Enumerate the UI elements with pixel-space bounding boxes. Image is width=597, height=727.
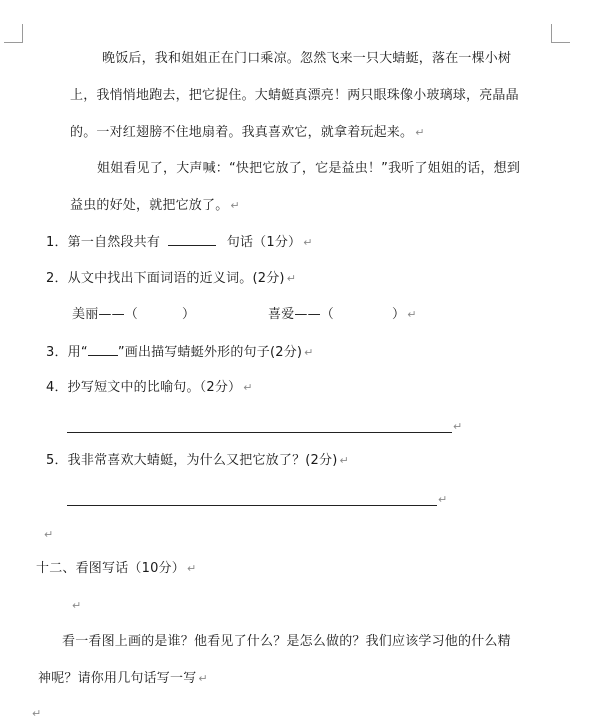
paragraph-mark-icon: ↵ bbox=[438, 493, 448, 506]
question-2: 2．从文中找出下面词语的近义词。(2分) ↵ bbox=[46, 271, 297, 286]
paragraph-mark-icon: ↵ bbox=[230, 199, 240, 212]
question-1: 1．第一自然段共有 句话（1分） ↵ bbox=[46, 235, 313, 250]
question-4: 4．抄写短文中的比喻句。（2分） ↵ bbox=[46, 380, 253, 395]
passage-line: 上，我悄悄地跑去，把它捉住。大蜻蜓真漂亮！两只眼珠像小玻璃球，亮晶晶 bbox=[70, 88, 519, 103]
paragraph-mark-icon: ↵ bbox=[32, 707, 42, 720]
passage-line: 的。一对红翅膀不住地扇着。我真喜欢它，就拿着玩起来。 ↵ bbox=[70, 125, 425, 140]
passage-line: 晚饭后，我和姐姐正在门口乘凉。忽然飞来一只大蜻蜓，落在一棵小树 bbox=[102, 51, 512, 66]
passage-line: 益虫的好处，就把它放了。 ↵ bbox=[70, 198, 240, 213]
paragraph-mark-icon: ↵ bbox=[44, 528, 54, 541]
prompt-line: 神呢？请你用几句话写一写 ↵ bbox=[38, 671, 208, 686]
crop-mark-top-right bbox=[551, 24, 570, 43]
paragraph-mark-icon: ↵ bbox=[286, 272, 297, 285]
paragraph-mark-icon: ↵ bbox=[453, 420, 463, 433]
answer-blank[interactable] bbox=[168, 233, 216, 246]
passage-line: 姐姐看见了，大声喊：“快把它放了，它是益虫！”我听了姐姐的话，想到 bbox=[97, 161, 521, 176]
prompt-line: 看一看图上画的是谁？他看见了什么？是怎么做的？我们应该学习他的什么精 bbox=[62, 634, 511, 649]
paragraph-mark-icon: ↵ bbox=[186, 562, 197, 575]
section-heading: 十二、看图写话（10分） ↵ bbox=[36, 561, 197, 576]
crop-mark-top-left bbox=[4, 24, 23, 43]
paragraph-mark-icon: ↵ bbox=[415, 126, 425, 139]
paragraph-mark-icon: ↵ bbox=[407, 308, 417, 321]
synonym-item-1: 美丽——（ ） bbox=[72, 307, 196, 322]
paragraph-mark-icon: ↵ bbox=[304, 346, 314, 359]
paragraph-mark-icon: ↵ bbox=[243, 381, 253, 394]
underline-sample bbox=[88, 343, 118, 356]
paragraph-mark-icon: ↵ bbox=[303, 236, 313, 249]
question-5: 5．我非常喜欢大蜻蜓，为什么又把它放了？(2分) ↵ bbox=[46, 453, 349, 468]
synonym-item-2: 喜爱——（ ） ↵ bbox=[268, 307, 417, 322]
paragraph-mark-icon: ↵ bbox=[339, 454, 349, 467]
question-3: 3．用“ ”画出描写蜻蜓外形的句子(2分) ↵ bbox=[46, 345, 314, 360]
answer-line[interactable] bbox=[67, 505, 437, 506]
paragraph-mark-icon: ↵ bbox=[72, 599, 82, 612]
answer-line[interactable] bbox=[67, 432, 452, 433]
paragraph-mark-icon: ↵ bbox=[198, 672, 208, 685]
